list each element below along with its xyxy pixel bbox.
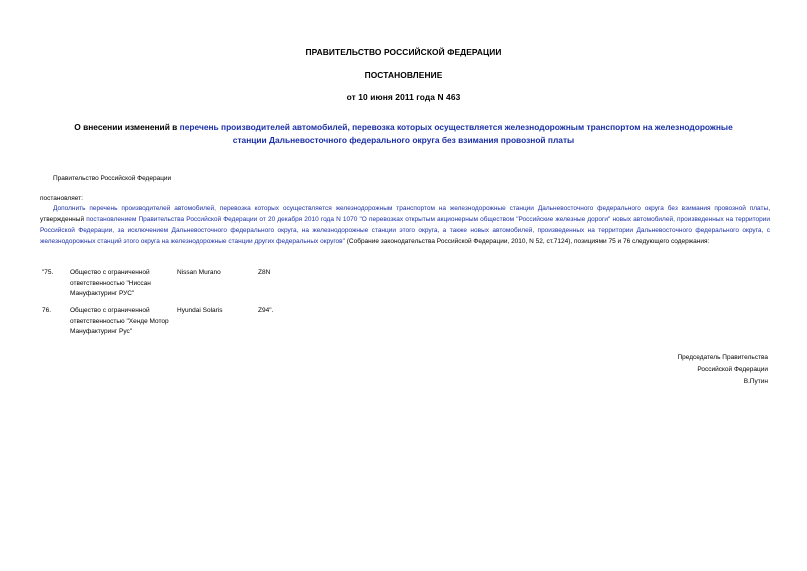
government-name: ПРАВИТЕЛЬСТВО РОССИЙСКОЙ ФЕДЕРАЦИИ [305, 47, 502, 57]
list-link[interactable]: Дополнить перечень производителей автомобилей, перевозка которых осуществляется железнодорожным транспортом на железнодорожные станции Дальневосточного федерального округа без взимания провозной платы [53, 205, 769, 212]
row-76-code: Z94". [258, 307, 274, 314]
row-76-number: 76. [42, 307, 52, 314]
document-title [60, 121, 747, 147]
row-76-brand: Hyundai Solaris [177, 307, 223, 314]
signature-country: Российской Федерации [697, 366, 768, 373]
paragraph-text-2: (Собрание законодательства Российской Федерации, 2010, N 52, ст.7124), позициями 75 и 76 следующего содержания: [344, 238, 710, 245]
document-type: ПОСТАНОВЛЕНИЕ [364, 70, 443, 80]
main-paragraph [40, 203, 770, 247]
row-75-brand: Nissan Murano [177, 269, 221, 276]
decree-word: постановляет: [40, 195, 83, 202]
row-75-number: "75. [42, 269, 54, 276]
paragraph-text-1: , утвержденный [40, 205, 770, 223]
title-prefix: О внесении изменений в [74, 122, 180, 132]
signature-name: В.Путин [743, 378, 768, 385]
signature-block [677, 352, 768, 388]
row-75-organization: Общество с ограниченной ответственностью "Ниссан Мануфактуринг РУС" [70, 269, 151, 297]
title-link[interactable]: перечень производителей автомобилей, перевозка которых осуществляется железнодорожным транспортом на железнодорожные станции Дальневосточного федерального округа без взимания провозной платы [179, 122, 733, 145]
document-date-number: от 10 июня 2011 года N 463 [346, 92, 461, 102]
preamble: Правительство Российской Федерации [53, 175, 172, 182]
resolution-link[interactable]: постановлением Правительства Российской Федерации от 20 декабря 2010 года N 1070 "О перевозках открытым акционерным обществом "Российские железные дороги" новых автомобилей, произведенных на территории Российской Федерации, за исключением Дальневосточного федерального округа, на железнодорожные станции этого округа, а также новых автомобилей, произведенных на территории Дальневосточного федерального округа, с железнодорожных станций этого округа на железнодорожные станции других федеральных округов" [40, 216, 770, 245]
signature-position: Председатель Правительства [677, 354, 768, 361]
row-75-code: Z8N [258, 269, 271, 276]
row-76-organization: Общество с ограниченной ответственностью "Хенде Мотор Мануфактуринг Рус" [70, 307, 169, 335]
